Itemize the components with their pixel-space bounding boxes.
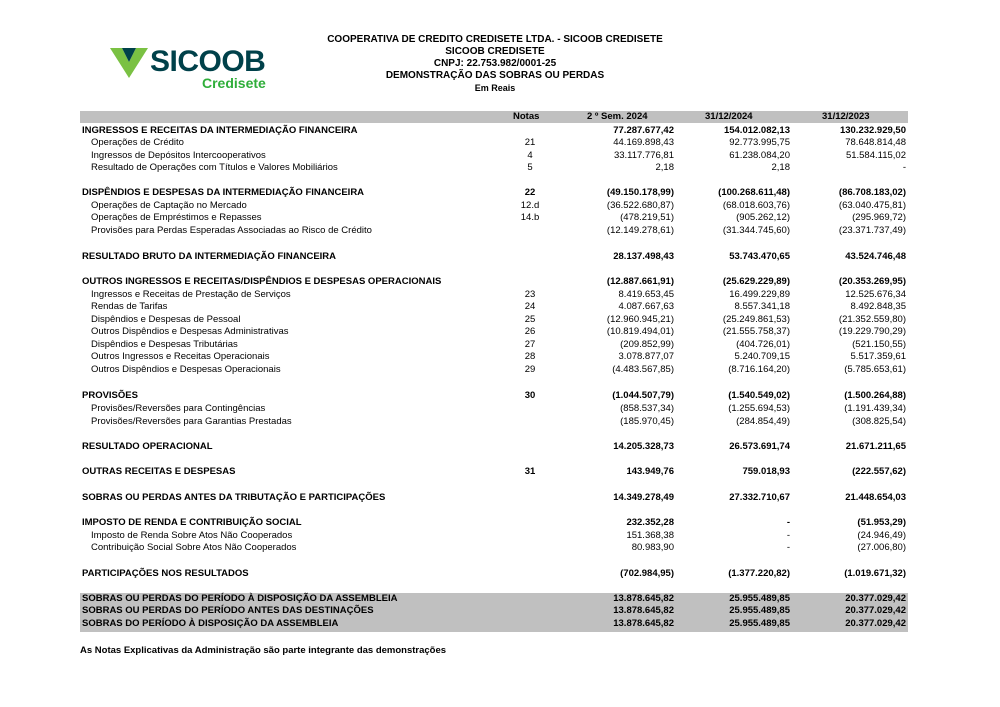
row-nota: 12.d: [520, 200, 540, 211]
row-nota: 31: [524, 466, 536, 477]
row-value-2sem2024: 13.878.645,82: [613, 593, 674, 604]
row-value-2sem2024: 4.087.667,63: [618, 301, 674, 312]
row-value-2sem2024: (49.150.178,99): [606, 187, 674, 198]
table-row: [80, 542, 908, 554]
table-row: [80, 416, 908, 428]
row-value-31-12-2023: 5.517.359,61: [850, 351, 906, 362]
row-label: Outros Ingressos e Receitas Operacionais: [91, 351, 270, 362]
row-value-2sem2024: (12.149.278,61): [606, 225, 674, 236]
row-nota: 4: [527, 150, 533, 161]
currency-unit: Em Reais: [474, 83, 516, 93]
table-row: [80, 187, 908, 199]
row-value-31-12-2024: 26.573.691,74: [729, 441, 790, 452]
table-row: [80, 225, 908, 237]
row-value-31-12-2024: (68.018.603,76): [722, 200, 790, 211]
table-row: [80, 605, 908, 618]
row-value-2sem2024: 3.078.877,07: [618, 351, 674, 362]
row-value-2sem2024: 13.878.645,82: [613, 605, 674, 616]
row-value-31-12-2024: 25.955.489,85: [729, 618, 790, 629]
row-nota: 5: [527, 162, 533, 173]
row-value-31-12-2023: 21.448.654,03: [845, 492, 906, 503]
row-value-31-12-2024: 8.557.341,18: [734, 301, 790, 312]
row-nota: 21: [524, 137, 536, 148]
row-label: Contribuição Social Sobre Atos Não Cooperados: [91, 542, 297, 553]
row-value-2sem2024: 28.137.498,43: [613, 251, 674, 262]
row-value-31-12-2024: 27.332.710,67: [729, 492, 790, 503]
table-row: [80, 251, 908, 263]
row-value-31-12-2023: (521.150,55): [852, 339, 906, 350]
row-value-31-12-2023: (295.969,72): [852, 212, 906, 223]
row-value-31-12-2023: (51.953,29): [857, 517, 906, 528]
cnpj: CNPJ: 22.753.982/0001-25: [433, 58, 557, 69]
table-row: [80, 517, 908, 529]
row-value-2sem2024: 143.949,76: [626, 466, 674, 477]
table-row: [80, 618, 908, 632]
company-short-name: SICOOB CREDISETE: [445, 46, 545, 57]
row-value-31-12-2024: (1.377.220,82): [728, 568, 790, 579]
footnote: As Notas Explicativas da Administração são parte integrante das demonstrações: [80, 645, 447, 656]
row-nota: 25: [524, 314, 536, 325]
row-value-31-12-2023: 21.671.211,65: [845, 441, 906, 452]
row-value-31-12-2024: 25.955.489,85: [729, 593, 790, 604]
table-row: [80, 568, 908, 580]
row-value-31-12-2024: 53.743.470,65: [729, 251, 790, 262]
row-label: Rendas de Tarifas: [91, 301, 168, 312]
row-label: Ingressos de Depósitos Intercooperativos: [91, 150, 266, 161]
row-label: Imposto de Renda Sobre Atos Não Cooperados: [91, 530, 293, 541]
row-nota: 22: [524, 187, 536, 198]
row-value-31-12-2024: (8.716.164,20): [728, 364, 790, 375]
row-value-31-12-2023: 12.525.676,34: [845, 289, 906, 300]
row-label: Outros Dispêndios e Despesas Administrativas: [91, 326, 289, 337]
sicoob-logo: [110, 46, 280, 96]
row-label: Operações de Crédito: [91, 137, 184, 148]
row-value-31-12-2023: (1.019.671,32): [844, 568, 906, 579]
row-value-31-12-2024: 2,18: [771, 162, 790, 173]
row-value-31-12-2023: (308.825,54): [852, 416, 906, 427]
row-label: Operações de Empréstimos e Repasses: [91, 212, 262, 223]
row-label: Provisões para Perdas Esperadas Associadas ao Risco de Crédito: [91, 225, 372, 236]
table-row: [80, 162, 908, 174]
row-label: OUTRAS RECEITAS E DESPESAS: [82, 466, 236, 477]
row-value-31-12-2023: (1.500.264,88): [844, 390, 906, 401]
row-value-2sem2024: (185.970,45): [620, 416, 674, 427]
row-value-31-12-2023: 8.492.848,35: [850, 301, 906, 312]
row-value-2sem2024: 232.352,28: [626, 517, 674, 528]
table-row: [80, 200, 908, 212]
row-value-31-12-2024: 25.955.489,85: [729, 605, 790, 616]
row-label: Outros Dispêndios e Despesas Operacionais: [91, 364, 281, 375]
row-value-2sem2024: (10.819.494,01): [606, 326, 674, 337]
table-row: [80, 441, 908, 453]
row-value-31-12-2023: (86.708.183,02): [838, 187, 906, 198]
row-value-31-12-2023: -: [902, 162, 906, 173]
row-label: RESULTADO BRUTO DA INTERMEDIAÇÃO FINANCEIRA: [82, 251, 337, 262]
row-label: SOBRAS OU PERDAS DO PERÍODO À DISPOSIÇÃO DA ASSEMBLEIA: [82, 593, 398, 604]
row-value-31-12-2024: 154.012.082,13: [723, 125, 790, 136]
row-value-31-12-2024: (100.268.611,48): [718, 187, 790, 198]
row-label: Resultado de Operações com Títulos e Valores Mobiliários: [91, 162, 338, 173]
row-value-2sem2024: 2,18: [655, 162, 674, 173]
row-label: Dispêndios e Despesas de Pessoal: [91, 314, 241, 325]
row-value-31-12-2023: 78.648.814,48: [845, 137, 906, 148]
row-value-2sem2024: 77.287.677,42: [613, 125, 674, 136]
table-row: [80, 301, 908, 313]
table-row: [80, 314, 908, 326]
table-row: [80, 289, 908, 301]
row-value-2sem2024: 80.983,90: [631, 542, 674, 553]
row-label: Operações de Captação no Mercado: [91, 200, 247, 211]
row-value-2sem2024: 14.205.328,73: [613, 441, 674, 452]
row-label: RESULTADO OPERACIONAL: [82, 441, 213, 452]
row-value-31-12-2023: 20.377.029,42: [845, 593, 906, 604]
row-label: IMPOSTO DE RENDA E CONTRIBUIÇÃO SOCIAL: [82, 517, 302, 528]
row-nota: 24: [524, 301, 536, 312]
row-value-2sem2024: (12.887.661,91): [606, 276, 674, 287]
table-row: [80, 466, 908, 478]
row-label: DISPÊNDIOS E DESPESAS DA INTERMEDIAÇÃO FINANCEIRA: [82, 187, 365, 198]
row-value-31-12-2023: (19.229.790,29): [838, 326, 906, 337]
row-label: Ingressos e Receitas de Prestação de Serviços: [91, 289, 291, 300]
col-header-2sem2024: 2 º Sem. 2024: [587, 111, 648, 122]
row-nota: 27: [524, 339, 536, 350]
row-value-2sem2024: (1.044.507,79): [612, 390, 674, 401]
row-value-2sem2024: 8.419.653,45: [618, 289, 674, 300]
row-value-2sem2024: (702.984,95): [620, 568, 674, 579]
table-row: [80, 276, 908, 288]
row-label: PARTICIPAÇÕES NOS RESULTADOS: [82, 568, 249, 579]
sicoob-chevron-icon: [110, 46, 148, 80]
row-value-31-12-2024: (31.344.745,60): [722, 225, 790, 236]
row-label: SOBRAS OU PERDAS DO PERÍODO ANTES DAS DESTINAÇÕES: [82, 605, 374, 616]
column-header-bar: [80, 111, 908, 123]
row-label: Dispêndios e Despesas Tributárias: [91, 339, 238, 350]
table-row: [80, 530, 908, 542]
row-value-31-12-2023: (63.040.475,81): [838, 200, 906, 211]
row-value-31-12-2023: (222.557,62): [852, 466, 906, 477]
row-value-31-12-2023: (23.371.737,49): [838, 225, 906, 236]
col-header-31-12-2023: 31/12/2023: [822, 111, 870, 122]
row-value-31-12-2024: (905.262,12): [736, 212, 790, 223]
row-nota: 26: [524, 326, 536, 337]
row-value-2sem2024: 13.878.645,82: [613, 618, 674, 629]
row-value-31-12-2024: (25.629.229,89): [722, 276, 790, 287]
company-name: COOPERATIVA DE CREDITO CREDISETE LTDA. - SICOOB CREDISETE: [327, 34, 663, 45]
row-value-2sem2024: 44.169.898,43: [613, 137, 674, 148]
row-value-2sem2024: (4.483.567,85): [612, 364, 674, 375]
row-value-2sem2024: (36.522.680,87): [606, 200, 674, 211]
table-row: [80, 339, 908, 351]
row-label: SOBRAS DO PERÍODO À DISPOSIÇÃO DA ASSEMBLEIA: [82, 618, 339, 629]
row-value-2sem2024: 33.117.776,81: [613, 150, 674, 161]
row-value-31-12-2024: (1.540.549,02): [728, 390, 790, 401]
table-row: [80, 492, 908, 504]
row-value-31-12-2023: 20.377.029,42: [845, 605, 906, 616]
row-nota: 30: [524, 390, 536, 401]
table-row: [80, 125, 908, 137]
table-row: [80, 351, 908, 363]
row-value-31-12-2023: (27.006,80): [857, 542, 906, 553]
row-value-2sem2024: (209.852,99): [620, 339, 674, 350]
statement-title: DEMONSTRAÇÃO DAS SOBRAS OU PERDAS: [385, 70, 605, 81]
row-value-2sem2024: 14.349.278,49: [613, 492, 674, 503]
row-label: SOBRAS OU PERDAS ANTES DA TRIBUTAÇÃO E PARTICIPAÇÕES: [82, 492, 386, 503]
row-value-31-12-2024: (404.726,01): [736, 339, 790, 350]
logo-wordmark: SICOOB: [150, 45, 266, 78]
row-value-31-12-2024: 61.238.084,20: [729, 150, 790, 161]
row-nota: 14.b: [520, 212, 540, 223]
table-row: [80, 403, 908, 415]
row-value-31-12-2023: (20.353.269,95): [838, 276, 906, 287]
row-value-31-12-2024: 92.773.995,75: [729, 137, 790, 148]
row-value-31-12-2023: 130.232.929,50: [839, 125, 906, 136]
row-value-31-12-2024: (1.255.694,53): [728, 403, 790, 414]
table-row: [80, 137, 908, 149]
row-value-31-12-2023: (24.946,49): [857, 530, 906, 541]
row-label: Provisões/Reversões para Contingências: [91, 403, 266, 414]
row-value-31-12-2023: 51.584.115,02: [845, 150, 906, 161]
table-row: [80, 326, 908, 338]
row-label: Provisões/Reversões para Garantias Prestadas: [91, 416, 292, 427]
row-value-31-12-2024: 16.499.229,89: [729, 289, 790, 300]
row-value-31-12-2023: (21.352.559,80): [838, 314, 906, 325]
row-nota: 28: [524, 351, 536, 362]
row-value-31-12-2024: -: [786, 517, 790, 528]
row-value-31-12-2023: (1.191.439,34): [844, 403, 906, 414]
table-row: [80, 364, 908, 376]
logo-subtitle: Credisete: [202, 75, 266, 91]
row-nota: 29: [524, 364, 536, 375]
row-value-2sem2024: (858.537,34): [620, 403, 674, 414]
row-value-2sem2024: (12.960.945,21): [606, 314, 674, 325]
row-value-31-12-2024: (25.249.861,53): [722, 314, 790, 325]
row-value-31-12-2023: (5.785.653,61): [844, 364, 906, 375]
row-value-31-12-2024: -: [786, 542, 790, 553]
col-header-notas: Notas: [513, 111, 540, 122]
table-row: [80, 150, 908, 162]
document-header: [290, 34, 700, 94]
row-value-2sem2024: 151.368,38: [626, 530, 674, 541]
table-row: [80, 212, 908, 224]
row-value-31-12-2024: 759.018,93: [742, 466, 790, 477]
col-header-31-12-2024: 31/12/2024: [705, 111, 753, 122]
row-value-31-12-2024: (284.854,49): [736, 416, 790, 427]
row-label: PROVISÕES: [82, 390, 138, 401]
row-nota: 23: [524, 289, 536, 300]
table-row: [80, 390, 908, 402]
row-value-31-12-2023: 43.524.746,48: [845, 251, 906, 262]
row-value-31-12-2024: (21.555.758,37): [722, 326, 790, 337]
row-label: OUTROS INGRESSOS E RECEITAS/DISPÊNDIOS E DESPESAS OPERACIONAIS: [82, 276, 442, 287]
row-value-31-12-2024: 5.240.709,15: [734, 351, 790, 362]
row-value-2sem2024: (478.219,51): [620, 212, 674, 223]
row-label: INGRESSOS E RECEITAS DA INTERMEDIAÇÃO FINANCEIRA: [82, 125, 358, 136]
row-value-31-12-2023: 20.377.029,42: [845, 618, 906, 629]
row-value-31-12-2024: -: [786, 530, 790, 541]
